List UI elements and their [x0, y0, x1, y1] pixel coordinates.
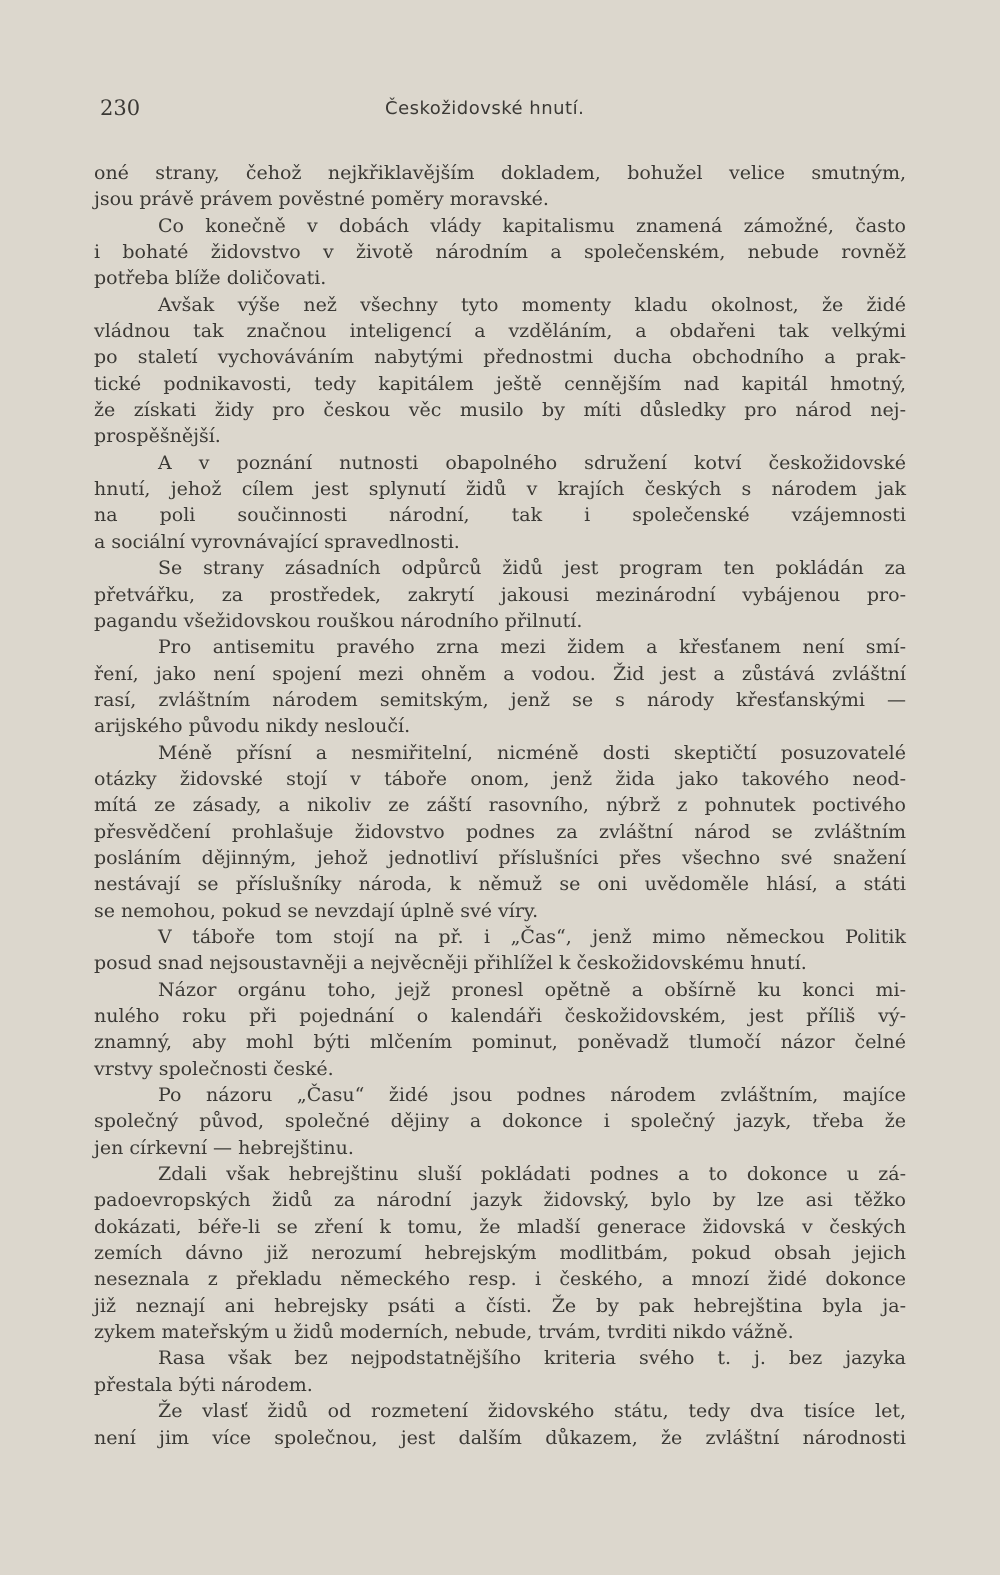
text-line: jen církevní — hebrejštinu.	[94, 1136, 354, 1159]
text-line: není jim více společnou, jest dalším důkazem, že zvláštní národnosti	[94, 1426, 906, 1449]
text-line: otázky židovské stojí v táboře onom, jenž žida jako takového neod-	[94, 767, 906, 790]
text-line: posláním dějinným, jehož jednotliví příslušníci přes všechno své snažení	[94, 846, 906, 869]
text-line: pagandu všežidovskou rouškou národního přilnutí.	[94, 609, 583, 632]
text-line: se nemohou, pokud se nevzdají úplně své víry.	[94, 899, 539, 922]
text-line: V táboře tom stojí na př. i „Čas“, jenž mimo německou Politik	[158, 925, 906, 948]
text-line: Pro antisemitu pravého zrna mezi židem a křesťanem není smí-	[158, 636, 906, 659]
text-line: společný původ, společné dějiny a dokonce i společný jazyk, třeba že	[94, 1110, 906, 1133]
text-line: již neznají ani hebrejsky psáti a čísti. Že by pak hebrejština byla ja-	[94, 1294, 906, 1317]
text-line: zemích dávno již nerozumí hebrejským modlitbám, pokud obsah jejich	[94, 1242, 906, 1265]
text-line: Zdali však hebrejštinu sluší pokládati podnes a to dokonce u zá-	[158, 1163, 906, 1186]
page-number: 230	[100, 96, 141, 120]
text-line: Rasa však bez nejpodstatnějšího kriteria svého t. j. bez jazyka	[158, 1347, 906, 1370]
text-line: přetvářku, za prostředek, zakrytí jakousi mezinárodní vybájenou pro-	[94, 583, 906, 606]
text-line: znamný, aby mohl býti mlčením pominut, poněvadž tlumočí názor čelné	[94, 1031, 906, 1054]
text-line: tické podnikavosti, tedy kapitálem ještě cennějším nad kapitál hmotný,	[94, 372, 906, 395]
text-line: nulého roku při pojednání o kalendáři českožidovském, jest příliš vý-	[94, 1005, 906, 1027]
text-line: dokázati, béře-li se zření k tomu, že mladší generace židovská v českých	[94, 1215, 906, 1238]
text-line: vrstvy společnosti české.	[94, 1057, 334, 1080]
text-line: nestávají se příslušníky národa, k němuž se oni uvědoměle hlásí, a státi	[94, 873, 906, 896]
body-text	[94, 160, 906, 1451]
text-line: vládnou tak značnou inteligencí a vzděláním, a obdařeni tak velkými	[94, 320, 906, 343]
text-line: Méně přísní a nesmiřitelní, nicméně dosti skeptičtí posuzovatelé	[158, 741, 906, 764]
running-title: Českožidovské hnutí.	[385, 98, 585, 119]
text-line: po staletí vychováváním nabytými přednostmi ducha obchodního a prak-	[94, 346, 906, 369]
text-line: Že vlasť židů od rozmetení židovského státu, tedy dva tisíce let,	[158, 1400, 906, 1423]
text-line: prospěšnější.	[94, 425, 221, 448]
text-line: zykem mateřským u židů moderních, nebude, trvám, tvrditi nikdo vážně.	[94, 1321, 794, 1344]
text-line: oné strany, čehož nejkřiklavějším dokladem, bohužel velice smutným,	[94, 162, 906, 184]
text-line: mítá ze zásady, a nikoliv ze záští rasovního, nýbrž z pohnutek poctivého	[94, 794, 906, 817]
text-line: že získati židy pro českou věc musilo by míti důsledky pro národ nej-	[94, 399, 906, 422]
text-line: arijského původu nikdy nesloučí.	[94, 715, 411, 738]
text-line: padoevropských židů za národní jazyk židovský, bylo by lze asi těžko	[94, 1189, 906, 1212]
text-line: posud snad nejsoustavněji a nejvěcněji přihlížel k českožidovskému hnutí.	[94, 952, 807, 975]
text-line: potřeba blíže doličovati.	[94, 267, 327, 290]
text-line: Názor orgánu toho, jejž pronesl opětně a obšírně ku konci mi-	[158, 978, 906, 1001]
text-line: hnutí, jehož cílem jest splynutí židů v krajích českých s národem jak	[94, 478, 906, 501]
text-line: Co konečně v dobách vlády kapitalismu znamená zámožné, často	[158, 214, 906, 237]
text-line: a sociální vyrovnávající spravedlnosti.	[94, 530, 460, 553]
text-line: přestala býti národem.	[94, 1373, 313, 1396]
text-line: jsou právě právem pověstné poměry moravské.	[94, 188, 549, 211]
text-line: A v poznání nutnosti obapolného sdružení kotví českožidovské	[158, 451, 906, 474]
text-line: rasí, zvláštním národem semitským, jenž se s národy křesťanskými —	[94, 688, 906, 711]
text-line: přesvědčení prohlašuje židovstvo podnes za zvláštní národ se zvláštním	[94, 820, 906, 843]
text-line: Avšak výše než všechny tyto momenty kladu okolnost, že židé	[158, 293, 906, 316]
text-line: Po názoru „Času“ židé jsou podnes národem zvláštním, majíce	[158, 1084, 906, 1107]
text-line: na poli součinnosti národní, tak i společenské vzájemnosti	[94, 504, 906, 527]
text-line: ření, jako není spojení mezi ohněm a vodou. Žid jest a zůstává zvláštní	[94, 662, 906, 685]
text-line: neseznala z překladu německého resp. i českého, a mnozí židé dokonce	[94, 1268, 906, 1291]
text-line: Se strany zásadních odpůrců židů jest program ten pokládán za	[158, 557, 906, 580]
page-header	[100, 96, 910, 124]
text-line: i bohaté židovstvo v životě národním a společenském, nebude rovněž	[94, 241, 906, 264]
